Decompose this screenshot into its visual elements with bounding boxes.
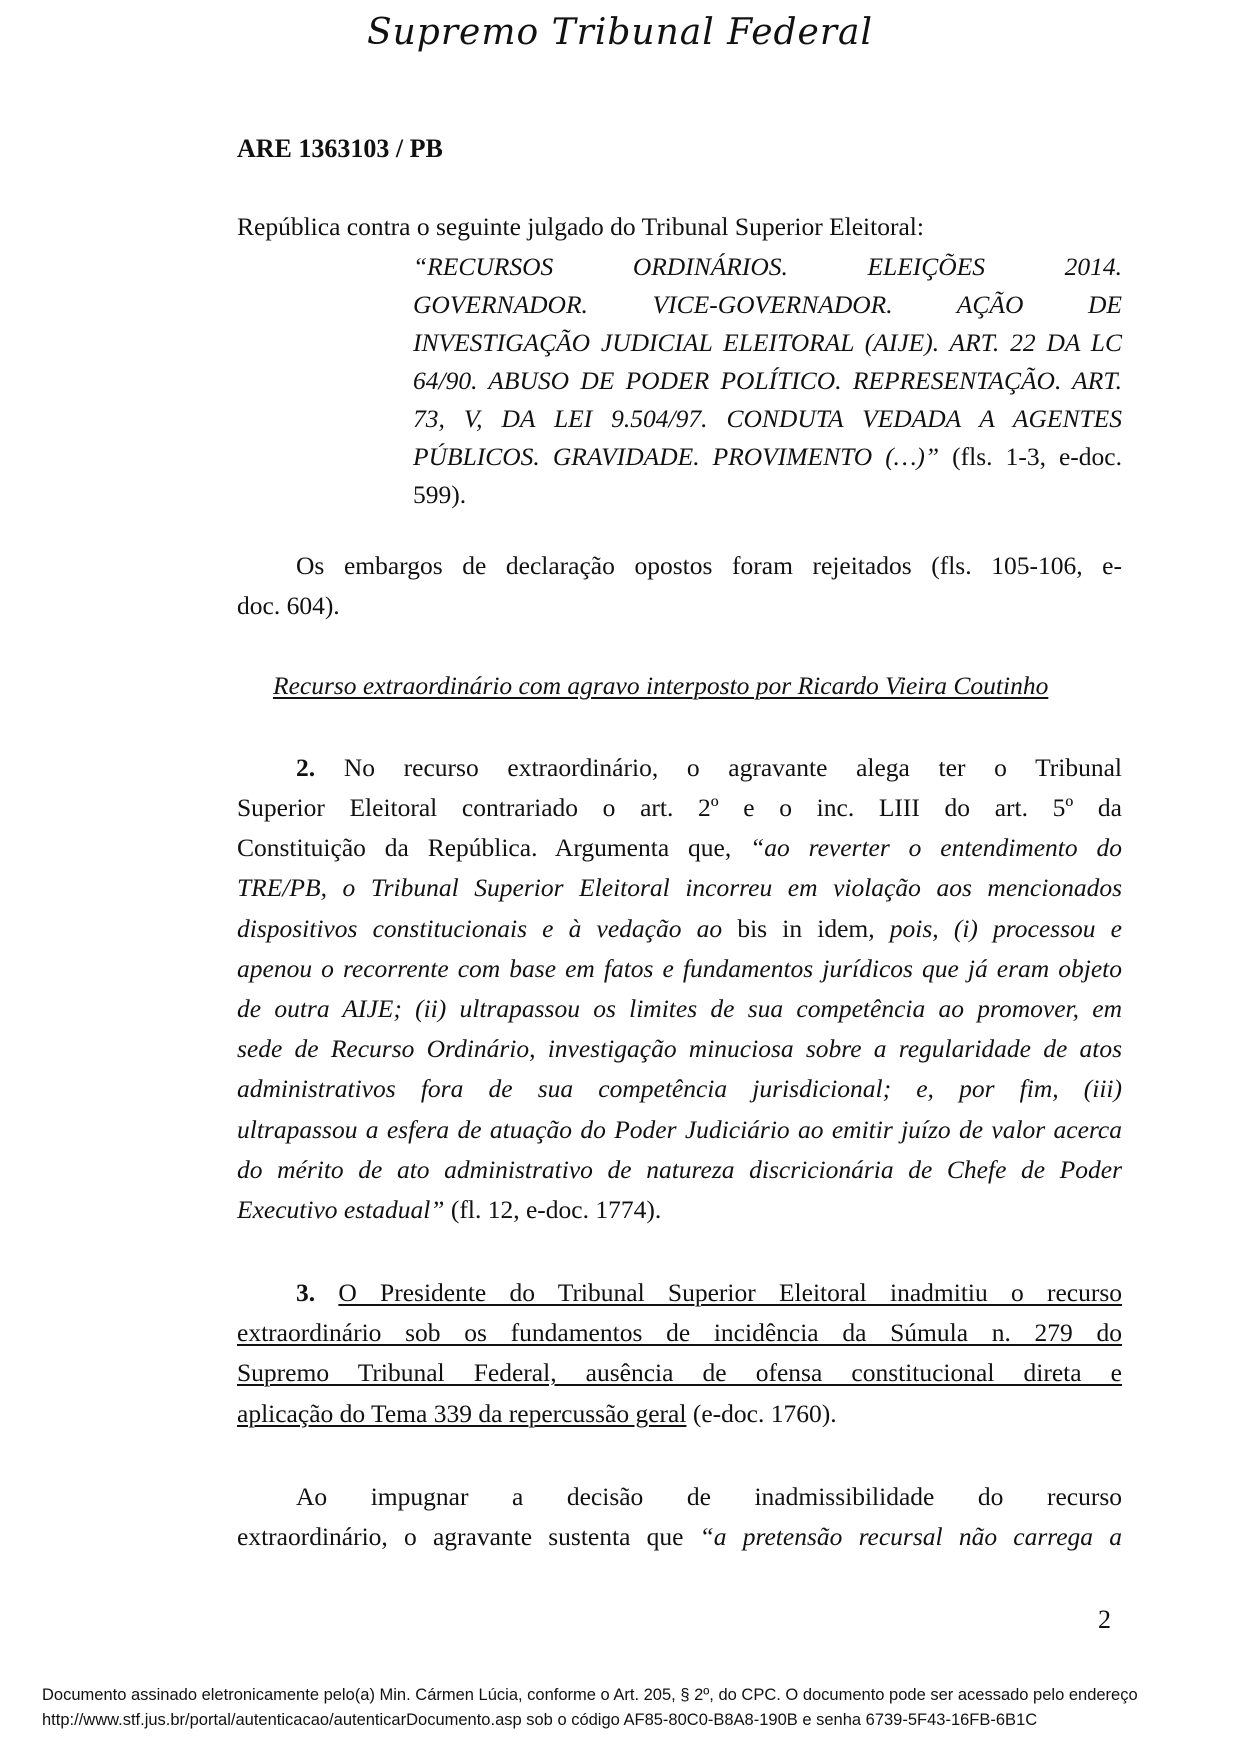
para2-line bbox=[237, 1195, 661, 1225]
para2-line: do mérito de ato administrativo de natureza discricionária de Chefe de Poder bbox=[237, 1155, 1122, 1184]
para-quote: dispositivos constitucionais e à vedação ao bbox=[237, 914, 723, 943]
quote-line: INVESTIGAÇÃO JUDICIAL ELEITORAL (AIJE). ART. 22 DA LC bbox=[413, 328, 1122, 357]
embargos-line-1: Os embargos de declaração opostos foram rejeitados (fls. 105-106, e- bbox=[296, 551, 1122, 580]
court-header: Supremo Tribunal Federal bbox=[366, 12, 874, 53]
para-number: 3. bbox=[296, 1278, 316, 1307]
para2-line: apenou o recorrente com base em fatos e fundamentos jurídicos que já eram objeto bbox=[237, 954, 1122, 983]
para2-line bbox=[237, 833, 1122, 863]
para2-line bbox=[237, 914, 1122, 944]
para2-line: administrativos fora de sua competência jurisdicional; e, por fim, (iii) bbox=[237, 1074, 1122, 1103]
case-id-title: ARE 1363103 / PB bbox=[237, 134, 443, 163]
quote-line: “RECURSOS ORDINÁRIOS. ELEIÇÕES 2014. bbox=[413, 252, 1122, 281]
quote-citation: (fls. 1-3, e-doc. bbox=[939, 442, 1122, 471]
quote-text: PÚBLICOS. GRAVIDADE. PROVIMENTO (…)” bbox=[413, 442, 940, 471]
para2-line bbox=[296, 753, 1122, 783]
para-text: O Presidente do Tribunal Superior Eleitoral inadmitiu o recurso bbox=[338, 1278, 1123, 1307]
page-number: 2 bbox=[1098, 1605, 1111, 1634]
para3-line: extraordinário sob os fundamentos de incidência da Súmula n. 279 do bbox=[237, 1318, 1122, 1347]
para3-line bbox=[296, 1278, 1122, 1308]
quote-line: GOVERNADOR. VICE-GOVERNADOR. AÇÃO DE bbox=[413, 290, 1122, 319]
para2-line: ultrapassou a esfera de atuação do Poder Judiciário ao emitir juízo de valor acerca bbox=[237, 1115, 1122, 1144]
para2-line: Superior Eleitoral contrariado o art. 2º e o inc. LIII do art. 5º da bbox=[237, 793, 1122, 822]
para-quote: , pois, (i) processou e bbox=[868, 914, 1123, 943]
para2-line: de outra AIJE; (ii) ultrapassou os limites de sua competência ao promover, em bbox=[237, 994, 1122, 1023]
para-text: Constituição da República. Argumenta que, bbox=[237, 833, 751, 862]
embargos-line-2: doc. 604). bbox=[237, 591, 340, 620]
para-latin-term: bis in idem bbox=[722, 914, 869, 943]
section-subheading: Recurso extraordinário com agravo interposto por Ricardo Vieira Coutinho bbox=[273, 671, 1049, 700]
para-quote: Executivo estadual” bbox=[237, 1195, 445, 1224]
intro-line: República contra o seguinte julgado do Tribunal Superior Eleitoral: bbox=[237, 212, 924, 241]
para-text: aplicação do Tema 339 da repercussão geral bbox=[237, 1399, 687, 1428]
quote-line bbox=[413, 480, 466, 510]
para-quote: “ao reverter o entendimento do bbox=[750, 833, 1122, 862]
para2-line: sede de Recurso Ordinário, investigação minuciosa sobre a regularidade de atos bbox=[237, 1034, 1122, 1063]
para-number: 2. bbox=[296, 753, 316, 782]
para-text: extraordinário, o agravante sustenta que bbox=[237, 1522, 700, 1551]
quote-citation-end: 599). bbox=[413, 480, 467, 509]
para-quote: “a pretensão recursal não carrega a bbox=[699, 1522, 1122, 1551]
para4-line bbox=[237, 1522, 1122, 1552]
para-text: No recurso extraordinário, o agravante alega ter o Tribunal bbox=[343, 753, 1123, 782]
para-citation: (fl. 12, e-doc. 1774). bbox=[444, 1195, 662, 1224]
quote-line: 64/90. ABUSO DE PODER POLÍTICO. REPRESENTAÇÃO. ART. bbox=[413, 366, 1122, 395]
para3-line bbox=[237, 1399, 837, 1429]
quote-line: 73, V, DA LEI 9.504/97. CONDUTA VEDADA A AGENTES bbox=[413, 404, 1122, 433]
para4-line: Ao impugnar a decisão de inadmissibilidade do recurso bbox=[296, 1482, 1122, 1511]
para3-line: Supremo Tribunal Federal, ausência de ofensa constitucional direta e bbox=[237, 1358, 1122, 1387]
para-citation: (e-doc. 1760). bbox=[686, 1399, 837, 1428]
signature-footer-line-1: Documento assinado eletronicamente pelo(a) Min. Cármen Lúcia, conforme o Art. 205, § 2º, do CPC. O documento pode ser acessado pelo endereço bbox=[42, 1686, 1138, 1704]
quote-line bbox=[413, 442, 1122, 472]
para2-line: TRE/PB, o Tribunal Superior Eleitoral incorreu em violação aos mencionados bbox=[237, 873, 1122, 902]
signature-footer-line-2: http://www.stf.jus.br/portal/autenticacao/autenticarDocumento.asp sob o código AF85-80C0-B8A8-190B e senha 6739-5F43-16FB-6B1C bbox=[42, 1711, 1038, 1729]
